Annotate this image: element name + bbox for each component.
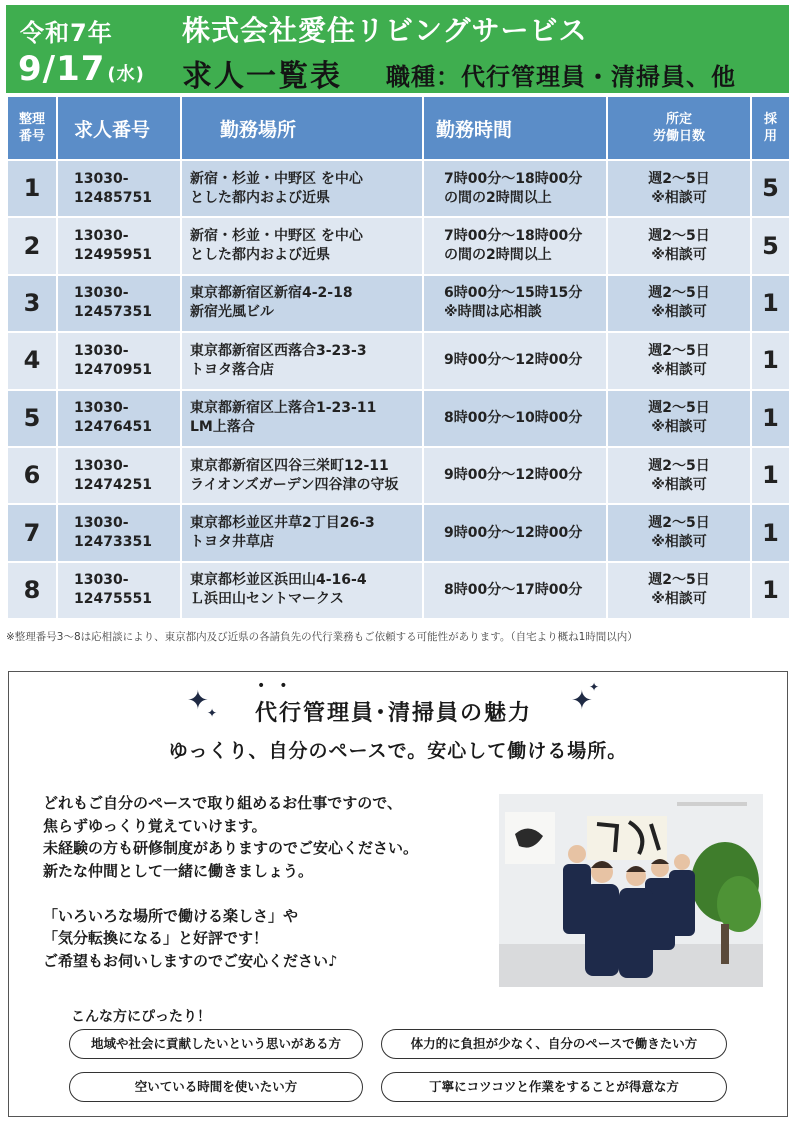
table-row bbox=[7, 447, 790, 504]
cell-hire-count: 1 bbox=[751, 562, 790, 619]
cell-job-id: 13030- 12474251 bbox=[57, 447, 181, 504]
appeal-body: どれもご自分のペースで取り組めるお仕事ですので、 焦らずゆっくり覚えていけます。 未経験の方も研修制度がありますのでご安心ください。 新たな仲間として一緒に働きましょう。 「いろいろな場所で働ける楽しさ」や 「気分転換になる」と好評です！ ご希望もお伺いしますのでご安心ください♪ bbox=[43, 794, 419, 970]
suited-pill: 体力的に負担が少なく、自分のペースで働きたい方 bbox=[381, 1029, 727, 1059]
cell-days: 週2～5日 ※相談可 bbox=[607, 390, 751, 447]
cell-no: 2 bbox=[7, 217, 57, 274]
cell-days: 週2～5日 ※相談可 bbox=[607, 332, 751, 389]
cell-hours: 7時00分～18時00分 の間の2時間以上 bbox=[423, 217, 607, 274]
cell-hire-count: 5 bbox=[751, 217, 790, 274]
cell-days: 週2～5日 ※相談可 bbox=[607, 160, 751, 217]
cell-job-id: 13030- 12476451 bbox=[57, 390, 181, 447]
staff-photo bbox=[499, 794, 763, 987]
staff-photo-image bbox=[499, 794, 763, 987]
page-title: 求人一覧表 bbox=[182, 59, 342, 94]
cell-days: 週2～5日 ※相談可 bbox=[607, 504, 751, 561]
suited-title: こんな方にぴったり！ bbox=[71, 1009, 211, 1025]
date bbox=[18, 49, 145, 89]
cell-days: 週2～5日 ※相談可 bbox=[607, 275, 751, 332]
weekday: (水) bbox=[107, 64, 145, 85]
cell-job-id: 13030- 12473351 bbox=[57, 504, 181, 561]
cell-no: 1 bbox=[7, 160, 57, 217]
emphasis-dots-icon: •• bbox=[257, 678, 302, 694]
header-no: 整理 番号 bbox=[7, 96, 57, 160]
table-header-row bbox=[7, 96, 790, 160]
cell-hours: 9時00分～12時00分 bbox=[423, 332, 607, 389]
cell-hours: 6時00分～15時15分 ※時間は応相談 bbox=[423, 275, 607, 332]
appeal-title: 代行管理員･清掃員の魅力 bbox=[255, 701, 533, 726]
cell-hours: 8時00分～10時00分 bbox=[423, 390, 607, 447]
cell-hire-count: 1 bbox=[751, 504, 790, 561]
cell-location: 東京都新宿区四谷三栄町12-11 ライオンズガーデン四谷津の守坂 bbox=[181, 447, 423, 504]
header-hire: 採 用 bbox=[751, 96, 790, 160]
suited-pill: 丁寧にコツコツと作業をすることが得意な方 bbox=[381, 1072, 727, 1102]
cell-location: 東京都新宿区西落合3-23-3 トヨタ落合店 bbox=[181, 332, 423, 389]
cell-no: 8 bbox=[7, 562, 57, 619]
sparkle-icon: ✦ bbox=[187, 686, 209, 716]
cell-no: 7 bbox=[7, 504, 57, 561]
table-row bbox=[7, 332, 790, 389]
cell-hire-count: 1 bbox=[751, 390, 790, 447]
cell-hours: 7時00分～18時00分 の間の2時間以上 bbox=[423, 160, 607, 217]
appeal-subtitle: ゆっくり、自分のペースで。安心して働ける場所。 bbox=[168, 740, 628, 762]
date-text: 9/17 bbox=[18, 49, 106, 89]
cell-job-id: 13030- 12470951 bbox=[57, 332, 181, 389]
cell-job-id: 13030- 12475551 bbox=[57, 562, 181, 619]
cell-hire-count: 1 bbox=[751, 332, 790, 389]
suited-pill: 地域や社会に貢献したいという思いがある方 bbox=[69, 1029, 363, 1059]
cell-hours: 9時00分～12時00分 bbox=[423, 504, 607, 561]
cell-location: 東京都杉並区井草2丁目26-3 トヨタ井草店 bbox=[181, 504, 423, 561]
cell-hire-count: 1 bbox=[751, 275, 790, 332]
table-row bbox=[7, 390, 790, 447]
footnote: ※整理番号3～8は応相談により、東京都内及び近県の各請負先の代行業務もご依頼する可能性があります。（自宅より概ね1時間以内） bbox=[6, 631, 638, 643]
cell-no: 6 bbox=[7, 447, 57, 504]
era-year: 令和7年 bbox=[20, 19, 113, 47]
cell-no: 4 bbox=[7, 332, 57, 389]
header-location: 勤務場所 bbox=[181, 96, 423, 160]
cell-days: 週2～5日 ※相談可 bbox=[607, 447, 751, 504]
header-days: 所定 労働日数 bbox=[607, 96, 751, 160]
sparkle-icon: ✦ bbox=[571, 686, 593, 716]
sparkle-small-icon: ✦ bbox=[207, 706, 218, 720]
cell-job-id: 13030- 12457351 bbox=[57, 275, 181, 332]
table-row bbox=[7, 562, 790, 619]
cell-hours: 9時00分～12時00分 bbox=[423, 447, 607, 504]
cell-location: 新宿・杉並・中野区 を中心 とした都内および近県 bbox=[181, 217, 423, 274]
header-banner bbox=[6, 5, 789, 93]
cell-location: 東京都新宿区新宿4-2-18 新宿光風ビル bbox=[181, 275, 423, 332]
cell-hire-count: 5 bbox=[751, 160, 790, 217]
table-row bbox=[7, 275, 790, 332]
table-row bbox=[7, 504, 790, 561]
sparkle-small-icon: ✦ bbox=[589, 680, 600, 694]
cell-days: 週2～5日 ※相談可 bbox=[607, 217, 751, 274]
company-name: 株式会社愛住リビングサービス bbox=[182, 14, 588, 47]
cell-job-id: 13030- 12495951 bbox=[57, 217, 181, 274]
job-type: 職種：代行管理員・清掃員、他 bbox=[386, 63, 736, 91]
cell-job-id: 13030- 12485751 bbox=[57, 160, 181, 217]
header-id: 求人番号 bbox=[57, 96, 181, 160]
cell-location: 東京都新宿区上落合1-23-11 LM上落合 bbox=[181, 390, 423, 447]
cell-no: 5 bbox=[7, 390, 57, 447]
cell-days: 週2～5日 ※相談可 bbox=[607, 562, 751, 619]
appeal-box bbox=[8, 671, 788, 1117]
cell-hire-count: 1 bbox=[751, 447, 790, 504]
job-table bbox=[6, 95, 791, 620]
cell-location: 東京都杉並区浜田山4-16-4 Ｌ浜田山セントマークス bbox=[181, 562, 423, 619]
table-row bbox=[7, 217, 790, 274]
header-hours: 勤務時間 bbox=[423, 96, 607, 160]
job-table-body bbox=[7, 160, 790, 619]
cell-location: 新宿・杉並・中野区 を中心 とした都内および近県 bbox=[181, 160, 423, 217]
cell-no: 3 bbox=[7, 275, 57, 332]
table-row bbox=[7, 160, 790, 217]
cell-hours: 8時00分～17時00分 bbox=[423, 562, 607, 619]
suited-pill: 空いている時間を使いたい方 bbox=[69, 1072, 363, 1102]
